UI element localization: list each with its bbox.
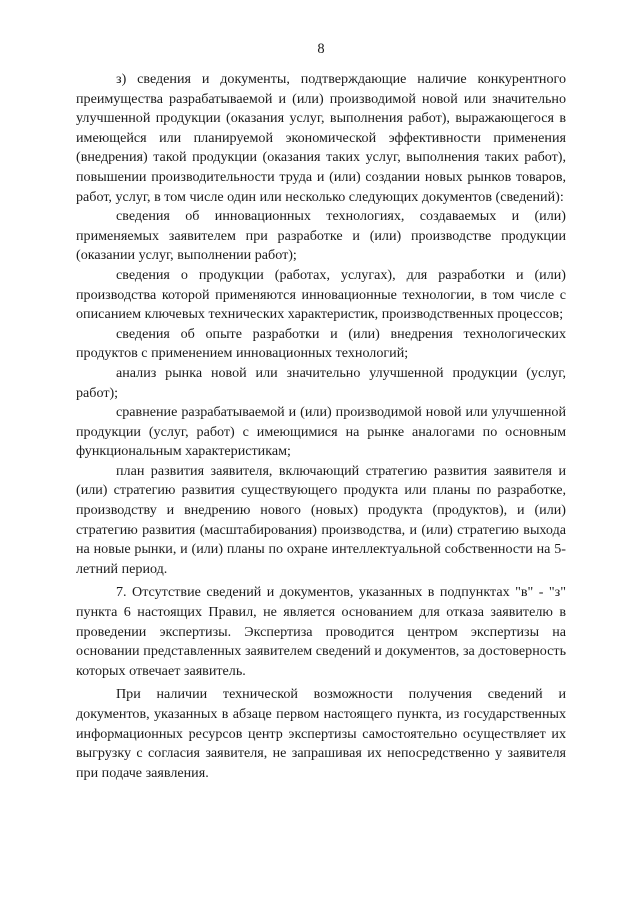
document-body	[76, 70, 566, 783]
paragraph-comparison: сравнение разрабатываемой и (или) производимой новой или улучшенной продукции (услуг, работ) с имеющимися на рынке аналогами по основным функциональным характеристикам;	[76, 404, 566, 460]
paragraph-development-plan: план развития заявителя, включающий стратегию развития заявителя и (или) стратегию развития существующего продукта или планы по разработке, производству и внедрению нового (новых) продукта (продуктов), и (или) стратегию развития (масштабирования) производства, и (или) стратегию выхода на новые рынки, и (или) планы по охране интеллектуальной собственности на 5-летний период.	[76, 462, 566, 577]
page-number: 8	[317, 41, 325, 57]
paragraph-product-info: сведения о продукции (работах, услугах), для разработки и (или) производства которой применяются инновационные технологии, в том числе с описанием ключевых технических характеристик, производственных процессов;	[76, 266, 566, 323]
paragraph-market-analysis: анализ рынка новой или значительно улучшенной продукции (услуг, работ);	[76, 364, 566, 401]
paragraph-innovative-technologies: сведения об инновационных технологиях, создаваемых и (или) применяемых заявителем при разработке и (или) производстве продукции (оказании услуг, выполнении работ);	[76, 208, 566, 264]
paragraph-technical-possibility: При наличии технической возможности получения сведений и документов, указанных в абзаце первом настоящего пункта, из государственных информационных ресурсов центр экспертизы самостоятельно осуществляет их выгрузку с согласия заявителя, не запрашивая их непосредственно у заявителя при подаче заявления.	[76, 686, 566, 781]
paragraph-development-experience: сведения об опыте разработки и (или) внедрения технологических продуктов с применением инновационных технологий;	[76, 325, 566, 362]
paragraph-item-7: 7. Отсутствие сведений и документов, указанных в подпунктах "в" - "з" пункта 6 настоящих Правил, не является основанием для отказа заявителю в проведении экспертизы. Экспертиза проводится центром экспертизы на основании представленных заявителем сведений и документов, за достоверность которых отвечает заявитель.	[76, 584, 566, 679]
paragraph-item-z: з) сведения и документы, подтверждающие наличие конкурентного преимущества разрабатываемой и (или) производимой новой или значительно улучшенной продукции (оказания услуг, выполнения работ), выражающегося в имеющейся или планируемой экономической эффективности применения (внедрения) такой продукции (оказания таких услуг, выполнения таких работ), повышении производительности труда и (или) создании новых рынков товаров, работ, услуг, в том числе один или несколько следующих документов (сведений):	[76, 71, 566, 205]
